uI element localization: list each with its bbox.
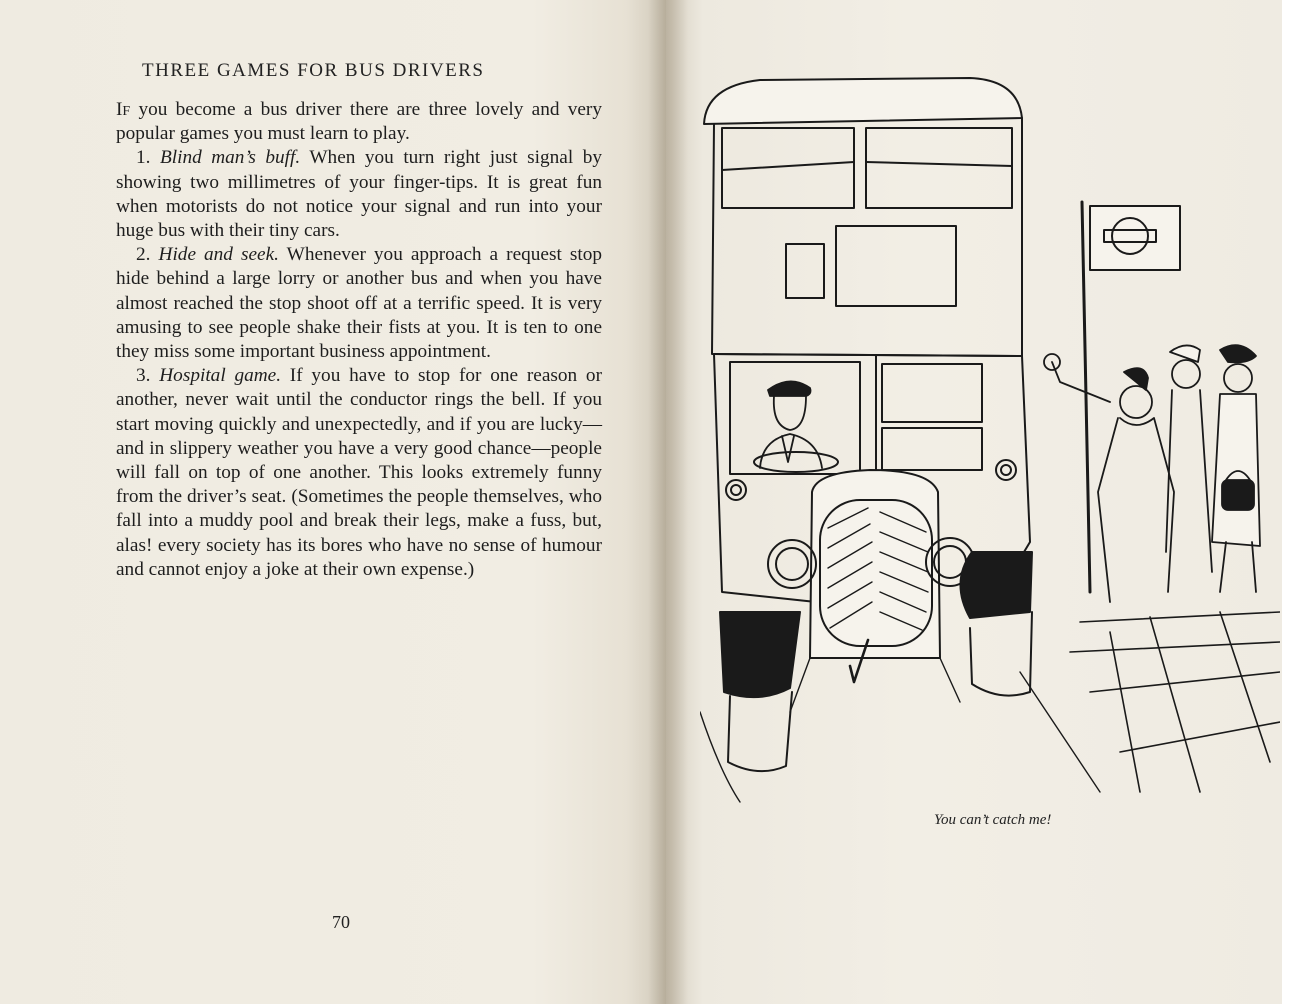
side-window xyxy=(882,364,982,422)
game-text: Whenever you approach a request stop hide behind a large lorry or another bus and when you have almost reached the stop shoot off at a terrific speed. It is very amusing to see people shake their fists at you. It is ten to one they miss some important business appointment. xyxy=(116,244,603,363)
lead-in: If xyxy=(116,99,131,120)
front-wheel-left xyxy=(720,612,800,697)
handbag xyxy=(1222,480,1254,510)
bus-stop-pole xyxy=(1082,202,1090,592)
cab-window xyxy=(730,362,860,474)
game-name: Blind man’s buff. xyxy=(159,147,301,169)
game-name: Hide and seek. xyxy=(158,244,279,266)
destination-box xyxy=(786,244,824,298)
game-paragraph-1 xyxy=(116,146,602,243)
game-number: 1. xyxy=(136,147,151,169)
headlight-left xyxy=(726,480,746,500)
page-number: 70 xyxy=(332,912,350,932)
angry-passengers xyxy=(1044,345,1260,602)
route-board xyxy=(836,226,956,306)
game-paragraph-3 xyxy=(116,364,602,582)
body-text xyxy=(116,98,602,582)
front-wheel-right xyxy=(960,552,1032,618)
game-number: 3. xyxy=(136,365,151,387)
intro-paragraph xyxy=(116,98,602,146)
upper-window-right xyxy=(866,128,1012,208)
pavement xyxy=(1070,612,1280,792)
illustration-caption: You can’t catch me! xyxy=(934,812,1052,828)
game-name: Hospital game. xyxy=(159,365,282,387)
headlight-right xyxy=(996,460,1016,480)
bus-illustration xyxy=(700,72,1280,812)
running-head: THREE GAMES FOR BUS DRIVERS xyxy=(142,60,485,81)
outer-page-edge xyxy=(1282,0,1312,1004)
steering-wheel xyxy=(754,452,838,472)
game-number: 2. xyxy=(136,244,151,266)
game-text: When you turn right just signal by showing two millimetres of your finger-tips. It is great fun when motorists do not notice your signal and run into your huge bus with their tiny cars. xyxy=(116,147,602,242)
intro-text: you become a bus driver there are three lovely and very popular games you must learn to play. xyxy=(116,99,602,145)
game-paragraph-2 xyxy=(116,243,602,364)
game-text: If you have to stop for one reason or another, never wait until the conductor rings the bell. If you start moving quickly and unexpectedly, and if you are lucky—and in slippery weather you have a very good chance—people will fall on top of one another. This looks extremely funny from the driver’s seat. (Sometimes the people themselves, who fall into a muddy pool and break their legs, make a fuss, but, alas! every society has its bores who have no sense of humour and cannot enjoy a joke at their own expense.) xyxy=(116,365,602,580)
bus-roof xyxy=(704,78,1022,124)
gutter-shadow xyxy=(648,0,688,1004)
